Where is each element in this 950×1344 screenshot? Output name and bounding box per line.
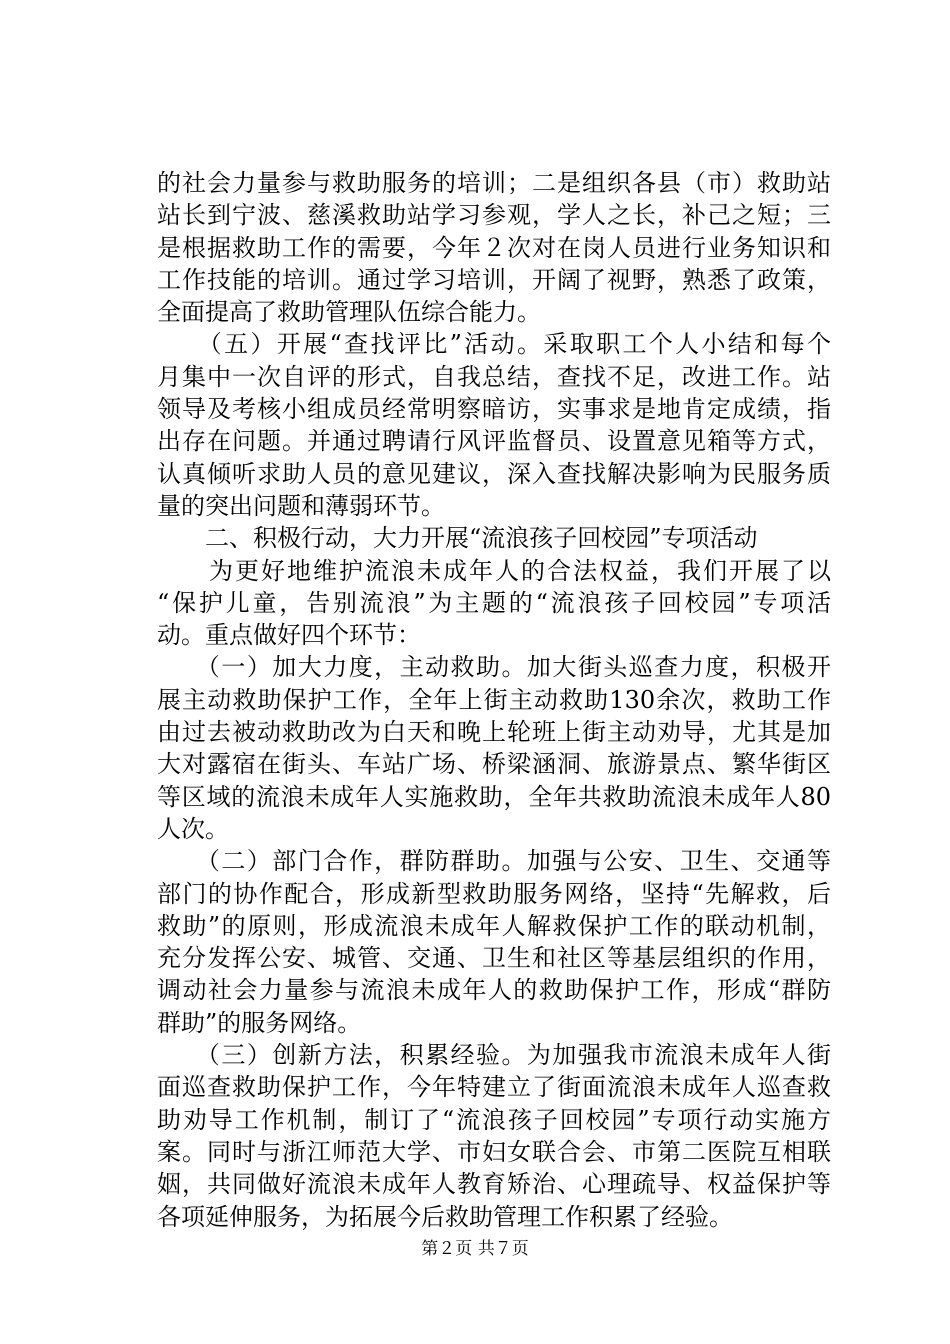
text-line: 面巡查救助保护工作，今年特建立了街面流浪未成年人巡查救	[157, 1073, 831, 1102]
text-line: 充分发挥公安、城管、交通、卫生和社区等基层组织的作用，	[157, 944, 831, 973]
document-body	[157, 167, 831, 1233]
text-line: 领导及考核小组成员经常明察暗访，实事求是地肯定成绩，指	[157, 395, 831, 424]
text-line: 全面提高了救助管理队伍综合能力。	[157, 298, 541, 327]
text-line: 动。重点做好四个环节：	[157, 621, 421, 650]
text-line: 为更好地维护流浪未成年人的合法权益，我们开展了以	[157, 556, 831, 585]
text-line: 站长到宁波、慈溪救助站学习参观，学人之长，补己之短；三	[157, 201, 831, 230]
text-line: 部门的协作配合，形成新型救助服务网络，坚持“先解救，后	[157, 879, 831, 908]
text-line: 等区域的流浪未成年人实施救助，全年共救助流浪未成年人80	[157, 782, 831, 811]
text-line: 助劝导工作机制，制订了“流浪孩子回校园”专项行动实施方	[157, 1105, 831, 1134]
text-line: 群助”的服务网络。	[157, 1008, 362, 1037]
text-line: 展主动救助保护工作，全年上街主动救助130余次，救助工作	[157, 685, 831, 714]
text-line: 月集中一次自评的形式，自我总结，查找不足，改进工作。站	[157, 362, 831, 391]
text-line: 案。同时与浙江师范大学、市妇女联合会、市第二医院互相联	[157, 1137, 831, 1166]
text-line: 调动社会力量参与流浪未成年人的救助保护工作，形成“群防	[157, 976, 831, 1005]
page-number-footer: 第２页 共７页	[421, 1239, 529, 1259]
text-line: 人次。	[157, 814, 229, 843]
text-line: 大对露宿在街头、车站广场、桥梁涵洞、旅游景点、繁华街区	[157, 750, 831, 779]
section-heading: 二、积极行动，大力开展“流浪孩子回校园”专项活动	[157, 524, 758, 553]
text-line: “保护儿童，告别流浪”为主题的“流浪孩子回校园”专项活	[157, 588, 831, 617]
text-line: 的社会力量参与救助服务的培训；二是组织各县（市）救助站	[157, 169, 831, 197]
text-line: 工作技能的培训。通过学习培训，开阔了视野，熟悉了政策，	[157, 265, 831, 294]
text-line: 出存在问题。并通过聘请行风评监督员、设置意见箱等方式，	[157, 427, 831, 456]
text-line: （一）加大力度，主动救助。加大街头巡查力度，积极开	[157, 653, 831, 682]
text-line: 量的突出问题和薄弱环节。	[157, 491, 445, 520]
text-line: 是根据救助工作的需要，今年２次对在岗人员进行业务知识和	[157, 233, 831, 262]
text-line: （五）开展“查找评比”活动。采取职工个人小结和每个	[157, 330, 831, 359]
text-line: 各项延伸服务，为拓展今后救助管理工作积累了经验。	[157, 1202, 733, 1231]
text-line: 救助”的原则，形成流浪未成年人解救保护工作的联动机制，	[157, 911, 831, 940]
text-line: 姻，共同做好流浪未成年人教育矫治、心理疏导、权益保护等	[157, 1170, 831, 1199]
text-line: 由过去被动救助改为白天和晚上轮班上街主动劝导，尤其是加	[157, 718, 831, 747]
text-line: （二）部门合作，群防群助。加强与公安、卫生、交通等	[157, 847, 831, 876]
text-line: （三）创新方法，积累经验。为加强我市流浪未成年人街	[157, 1041, 831, 1070]
text-line: 认真倾听求助人员的意见建议，深入查找解决影响为民服务质	[157, 459, 831, 488]
